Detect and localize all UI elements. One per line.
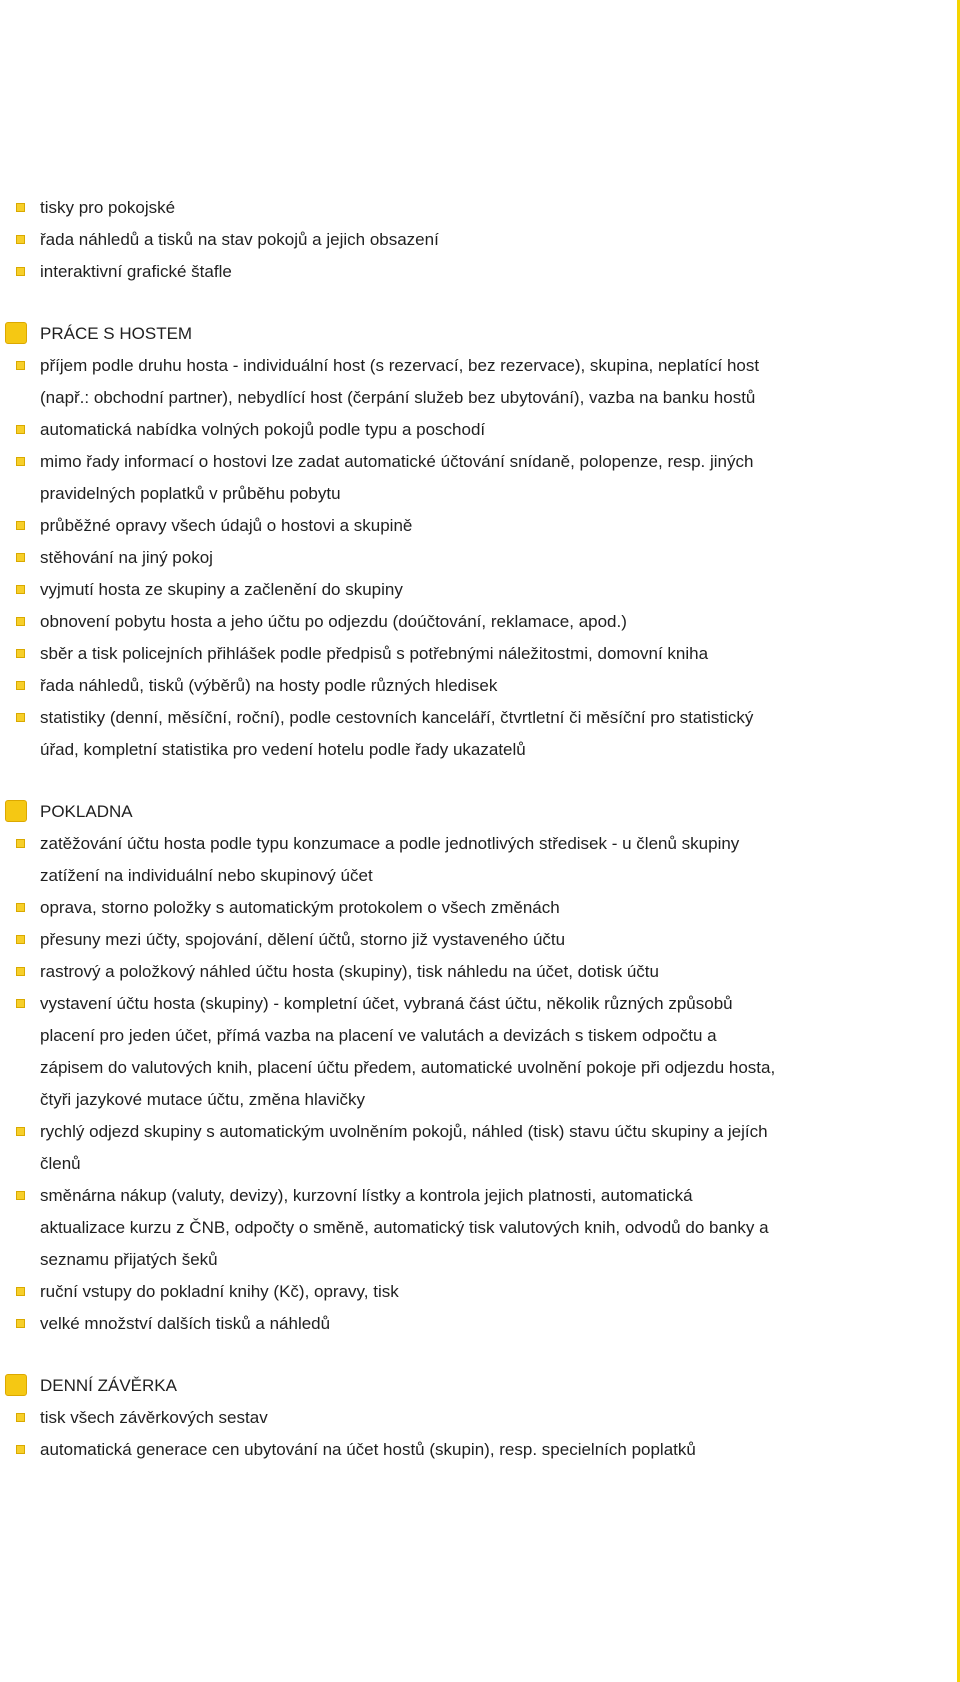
- square-bullet-icon: [16, 585, 25, 594]
- list-item-text: rastrový a položkový náhled účtu hosta (skupiny), tisk náhledu na účet, dotisk účtu: [40, 962, 659, 981]
- list-item: [0, 1434, 780, 1466]
- list-item-text: řada náhledů a tisků na stav pokojů a jejich obsazení: [40, 230, 439, 249]
- list-item: [0, 828, 780, 892]
- square-bullet-icon: [16, 1319, 25, 1328]
- list-item-text: automatická nabídka volných pokojů podle typu a poschodí: [40, 420, 486, 439]
- square-bullet-icon: [16, 425, 25, 434]
- square-bullet-icon: [16, 361, 25, 370]
- list-item: [0, 1276, 780, 1308]
- list-item: [0, 350, 780, 414]
- list-item: [0, 224, 780, 256]
- list-item-text: mimo řady informací o hostovi lze zadat automatické účtování snídaně, polopenze, resp. jiných pravidelných poplatků v průběhu pobytu: [40, 452, 754, 503]
- list-item: [0, 1402, 780, 1434]
- list-item-text: ruční vstupy do pokladní knihy (Kč), opravy, tisk: [40, 1282, 399, 1301]
- list-item: [0, 956, 780, 988]
- list-item: [0, 1180, 780, 1276]
- list-item: [0, 256, 780, 288]
- square-bullet-icon: [16, 999, 25, 1008]
- list-item-text: rychlý odjezd skupiny s automatickým uvolněním pokojů, náhled (tisk) stavu účtu skupiny a jejích členů: [40, 1122, 768, 1173]
- list-item-text: velké množství dalších tisků a náhledů: [40, 1314, 331, 1333]
- list-item: [0, 638, 780, 670]
- list-item-text: tisky pro pokojské: [40, 198, 176, 217]
- square-bullet-icon: [16, 649, 25, 658]
- list-item-text: směnárna nákup (valuty, devizy), kurzovní lístky a kontrola jejich platnosti, automatická aktualizace kurzu z ČNB, odpočty o směně, automatický tisk valutových knih, odvodů do banky a seznamu přijatých šeků: [40, 1186, 769, 1269]
- list-item: [0, 606, 780, 638]
- list-item: [0, 988, 780, 1116]
- list-item: [0, 702, 780, 766]
- list-item-text: obnovení pobytu hosta a jeho účtu po odjezdu (doúčtování, reklamace, apod.): [40, 612, 627, 631]
- square-bullet-icon: [16, 521, 25, 530]
- list-item-text: zatěžování účtu hosta podle typu konzumace a podle jednotlivých středisek - u členů skupiny zatížení na individuální nebo skupinový účet: [40, 834, 740, 885]
- list-item-text: vyjmutí hosta ze skupiny a začlenění do skupiny: [40, 580, 403, 599]
- square-bullet-icon: [16, 203, 25, 212]
- square-bullet-icon: [16, 267, 25, 276]
- section-heading-prace-s-hostem: [0, 318, 780, 350]
- square-bullet-icon: [16, 235, 25, 244]
- list-item-text: vystavení účtu hosta (skupiny) - kompletní účet, vybraná část účtu, několik různých způsobů placení pro jeden účet, přímá vazba na placení ve valutách a devizách s tiskem odpočtu a zápisem do valutových knih, placení účtu předem, automatické uvolnění pokoje při odjezdu hosta, čtyři jazykové mutace účtu, změna hlavičky: [40, 994, 776, 1109]
- section-square-icon: [5, 322, 27, 344]
- square-bullet-icon: [16, 1191, 25, 1200]
- square-bullet-icon: [16, 617, 25, 626]
- section-heading-denni-zaverka: [0, 1370, 780, 1402]
- list-item-text: tisk všech závěrkových sestav: [40, 1408, 268, 1427]
- square-bullet-icon: [16, 1287, 25, 1296]
- square-bullet-icon: [16, 839, 25, 848]
- list-item-text: automatická generace cen ubytování na účet hostů (skupin), resp. specielních poplatků: [40, 1440, 696, 1459]
- list-item: [0, 1116, 780, 1180]
- list-item: [0, 892, 780, 924]
- square-bullet-icon: [16, 1127, 25, 1136]
- list-item: [0, 414, 780, 446]
- square-bullet-icon: [16, 903, 25, 912]
- square-bullet-icon: [16, 457, 25, 466]
- list-item-text: přesuny mezi účty, spojování, dělení účtů, storno již vystaveného účtu: [40, 930, 566, 949]
- list-item: [0, 1308, 780, 1340]
- section-heading-text: POKLADNA: [40, 802, 133, 821]
- square-bullet-icon: [16, 553, 25, 562]
- square-bullet-icon: [16, 681, 25, 690]
- square-bullet-icon: [16, 935, 25, 944]
- square-bullet-icon: [16, 1445, 25, 1454]
- list-item-text: sběr a tisk policejních přihlášek podle předpisů s potřebnými náležitostmi, domovní kniha: [40, 644, 709, 663]
- list-item: [0, 510, 780, 542]
- section-square-icon: [5, 1374, 27, 1396]
- list-item-text: stěhování na jiný pokoj: [40, 548, 213, 567]
- list-item: [0, 446, 780, 510]
- list-item: [0, 542, 780, 574]
- section-square-icon: [5, 800, 27, 822]
- section-heading-text: PRÁCE S HOSTEM: [40, 324, 193, 343]
- square-bullet-icon: [16, 1413, 25, 1422]
- list-item-text: statistiky (denní, měsíční, roční), podle cestovních kanceláří, čtvrtletní či měsíční pro statistický úřad, kompletní statistika pro vedení hotelu podle řady ukazatelů: [40, 708, 754, 759]
- list-item: [0, 670, 780, 702]
- square-bullet-icon: [16, 713, 25, 722]
- section-heading-pokladna: [0, 796, 780, 828]
- list-item: [0, 924, 780, 956]
- list-item-text: interaktivní grafické štafle: [40, 262, 232, 281]
- list-item-text: příjem podle druhu hosta - individuální host (s rezervací, bez rezervace), skupina, neplatící host (např.: obchodní partner), nebydlící host (čerpání služeb bez ubytování), vazba na banku hostů: [40, 356, 760, 407]
- list-item-text: oprava, storno položky s automatickým protokolem o všech změnách: [40, 898, 560, 917]
- section-heading-text: DENNÍ ZÁVĚRKA: [40, 1376, 177, 1395]
- list-item-text: řada náhledů, tisků (výběrů) na hosty podle různých hledisek: [40, 676, 498, 695]
- list-item: [0, 574, 780, 606]
- square-bullet-icon: [16, 967, 25, 976]
- list-item-text: průběžné opravy všech údajů o hostovi a skupině: [40, 516, 413, 535]
- list-item: [0, 192, 780, 224]
- document-content: [0, 192, 780, 1466]
